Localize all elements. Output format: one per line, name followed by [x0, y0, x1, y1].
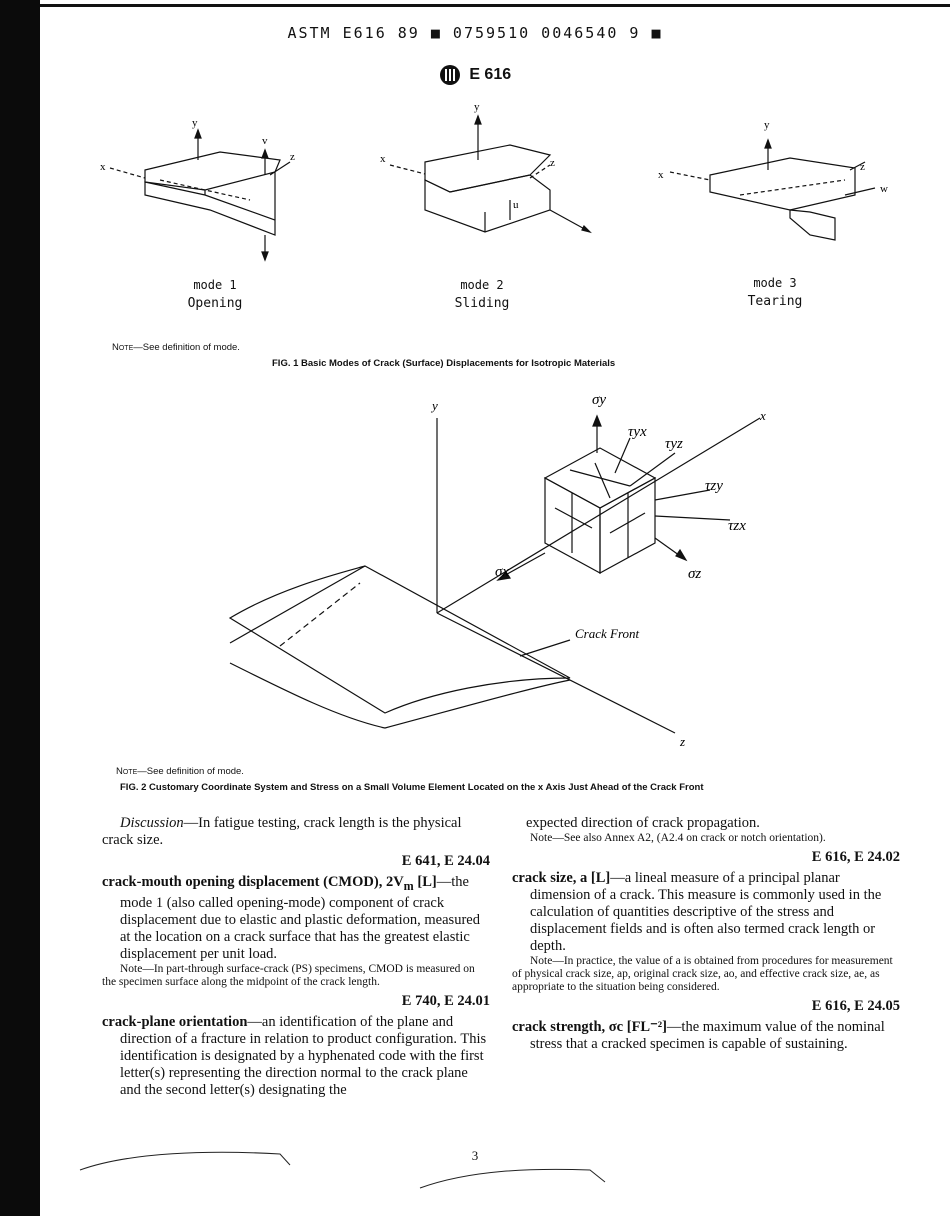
- cmod-text: —the mode 1 (also called opening-mode) component of crack displacement due to elastic and plastic deformation, measured at the location on a crack surface that has the greatest elastic displacement per unit load.: [120, 874, 480, 962]
- definition-crack-size: [512, 870, 900, 955]
- fig1-mode3-z: z: [860, 161, 865, 173]
- scan-artifact-lines: [70, 1140, 630, 1190]
- fig2-label-tau-zx: τzx: [728, 518, 746, 534]
- fig2-label-crack-front: Crack Front: [575, 626, 640, 641]
- mode2-diagram: [390, 116, 590, 232]
- fig1-mode2-y: y: [474, 101, 480, 113]
- cpo-note: Note—See also Annex A2, (A2.4 on crack or notch orientation).: [530, 832, 826, 844]
- discussion-paragraph: [102, 815, 490, 849]
- fig2-z-axis: [437, 613, 675, 733]
- right-column: [512, 815, 900, 1053]
- reference-e641: E 641, E 24.04: [401, 853, 490, 869]
- fig1-mode3-x: x: [658, 169, 664, 181]
- fig1-mode2-z: z: [550, 157, 555, 169]
- designation-header: [0, 64, 950, 86]
- fig1-note: [112, 342, 240, 353]
- fig1-mode2-name: Sliding: [454, 296, 510, 311]
- fig2-note-text: —See definition of mode.: [137, 766, 244, 777]
- cs-note: Note—In practice, the value of a is obtained from procedures for measurement of physical crack size, ap, original crack size, ao, and effective crack size, ae, as appropriate to the situation being considered.: [512, 955, 893, 993]
- cpo-text: —an identification of the plane and direction of a fracture in relation to product configuration. This identification is designated by a hyphenated code with the first letter(s) representing the direction normal to the crack plane and the second letter(s) designating the: [120, 1013, 487, 1098]
- fig2-label-sigma-x: σx: [495, 564, 510, 580]
- cpo-continuation: expected direction of crack propagation.: [526, 815, 760, 831]
- cs-text: —a lineal measure of a principal planar dimension of a crack. This measure is commonly used in the calculation of quantities descriptive of the stress and displacement fields and is often also termed crack length or depth.: [530, 870, 882, 954]
- discussion-label: Discussion: [120, 815, 184, 831]
- fig2-note: [116, 766, 244, 777]
- mode1-diagram: [110, 130, 290, 260]
- fig2-upper-crack-face: [230, 566, 570, 713]
- astm-logo-icon: [439, 64, 461, 86]
- cst-term: crack strength, σc: [512, 1019, 624, 1035]
- scan-edge-bar: [0, 0, 40, 1216]
- cmod-term: crack-mouth opening displacement (CMOD), 2V: [102, 874, 404, 890]
- fig2-label-z: z: [680, 734, 686, 749]
- fig1-mode3-y: y: [764, 119, 770, 131]
- fig1-mode3-w: w: [880, 183, 888, 195]
- fig1-mode3-label: mode 3: [753, 276, 797, 290]
- fig2-label-y: y: [432, 398, 438, 413]
- fig2-label-sigma-z: σz: [688, 566, 702, 582]
- fig2-drawing: [200, 388, 780, 758]
- fig2-label-tau-zy: τzy: [705, 478, 723, 494]
- left-column: [102, 815, 490, 1099]
- cs-term: crack size, a: [512, 870, 588, 886]
- cmod-unit: [L]: [413, 874, 437, 890]
- fig1-mode3-name: Tearing: [747, 294, 803, 309]
- fig1-mode1-name: Opening: [187, 296, 243, 311]
- definition-cmod: [102, 874, 490, 963]
- fig1-mode1-z: z: [290, 151, 295, 163]
- fig1-drawing: [90, 100, 910, 270]
- fig2-note-prefix: Note: [116, 766, 138, 777]
- fig1-mode2-x: x: [380, 153, 386, 165]
- cmod-subscript: m: [403, 878, 414, 893]
- fig2-lower-crack-face: [230, 566, 365, 643]
- definition-crack-strength: [512, 1019, 900, 1053]
- designation-text: E 616: [469, 66, 512, 84]
- cst-text: —the maximum value of the nominal stress that a cracked specimen is capable of sustaining.: [530, 1019, 885, 1052]
- fig1-note-prefix: Note: [112, 342, 134, 353]
- fig1-note-text: —See definition of mode.: [133, 342, 240, 353]
- fig1-mode1-v: v: [262, 135, 268, 147]
- fig2-x-axis: [437, 418, 760, 613]
- fig1-mode2-label: mode 2: [460, 278, 504, 292]
- cpo-term: crack-plane orientation: [102, 1013, 248, 1030]
- fig1-caption: FIG. 1 Basic Modes of Crack (Surface) Displacements for Isotropic Materials: [272, 358, 616, 369]
- discussion-text: —In fatigue testing, crack length is the physical crack size.: [102, 815, 462, 848]
- fig2-label-sigma-y: σy: [592, 392, 607, 408]
- reference-e740: E 740, E 24.01: [401, 992, 490, 1009]
- fig2-label-x: x: [760, 408, 766, 423]
- page-number: 3: [471, 1148, 479, 1163]
- top-rule: [40, 4, 950, 7]
- definition-crack-plane-orientation: [102, 1014, 490, 1099]
- cst-unit: [FL⁻²]: [623, 1019, 667, 1035]
- fig1-mode1-label: mode 1: [193, 278, 237, 292]
- fig2-label-tau-yx: τyx: [628, 424, 647, 440]
- cs-unit: [L]: [587, 870, 611, 886]
- cmod-note: Note—In part-through surface-crack (PS) specimens, CMOD is measured on the specimen surface along the midpoint of the crack length.: [102, 962, 475, 988]
- fig2-caption: FIG. 2 Customary Coordinate System and Stress on a Small Volume Element Located on the x Axis Just Ahead of the Crack Front: [120, 782, 704, 793]
- mode3-diagram: [670, 140, 875, 240]
- fig1-mode1-x: x: [100, 161, 106, 173]
- fig1-mode1-y: y: [192, 117, 198, 129]
- fig2-label-tau-yz: τyz: [665, 436, 683, 452]
- header-code-line: ASTM E616 89 ■ 0759510 0046540 9 ■: [287, 24, 663, 42]
- fig1-mode2-u: u: [513, 199, 519, 211]
- reference-e616-2402: E 616, E 24.02: [811, 849, 900, 865]
- reference-e616-2405: E 616, E 24.05: [811, 998, 900, 1014]
